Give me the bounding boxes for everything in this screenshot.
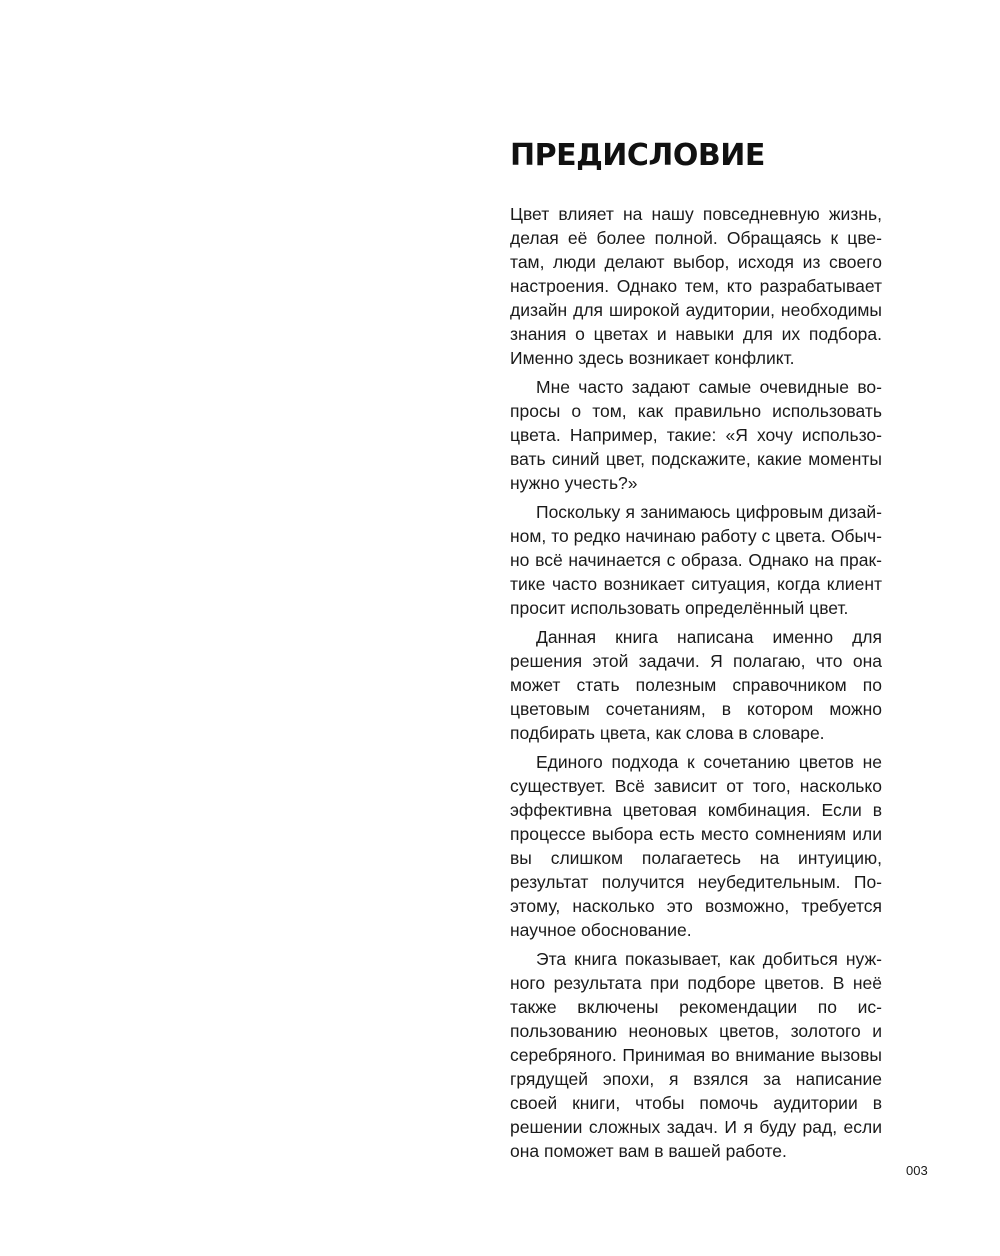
paragraph-3: Поскольку я занимаюсь цифровым дизайном, то редко начинаю работу с цвета. Обычно всё начинается с образа. Однако на практике часто возникает ситуация, когда клиент просит использовать определённый цвет.: [510, 502, 882, 618]
page-number: 003: [906, 1163, 928, 1178]
preface-body: [510, 202, 882, 1163]
page-title: ПРЕДИСЛОВИЕ: [510, 138, 765, 173]
text-column: [510, 138, 882, 1168]
paragraph-5: Единого подхода к сочетанию цветов не существует. Всё зависит от того, насколько эффективна цветовая комбинация. Если в процессе выбора есть место сомнениям или вы слишком полагаетесь на интуицию, результат получится неубедительным. Поэтому, насколько это возможно, требуется научное обоснование.: [510, 752, 882, 940]
paragraph-1: Цвет влияет на нашу повседневную жизнь, делая её более полной. Обращаясь к цветам, люди делают выбор, исходя из своего настроения. Однако тем, кто разрабатывает дизайн для широкой аудитории, необходимы знания о цветах и навыки для их подбора. Именно здесь возникает конфликт.: [510, 204, 882, 368]
paragraph-4: Данная книга написана именно для решения этой задачи. Я полагаю, что она может стать полезным справочником по цветовым сочетаниям, в котором можно подбирать цвета, как слова в словаре.: [510, 627, 882, 743]
paragraph-6: Эта книга показывает, как добиться нужного результата при подборе цветов. В неё также включены рекомендации по использованию неоновых цветов, золотого и серебряного. Принимая во внимание вызовы грядущей эпохи, я взялся за написание своей книги, чтобы помочь аудитории в решении сложных задач. И я буду рад, если она поможет вам в вашей работе.: [510, 949, 882, 1161]
paragraph-2: Мне часто задают самые очевидные вопросы о том, как правильно использовать цвета. Например, такие: «Я хочу использовать синий цвет, подскажите, какие моменты нужно учесть?»: [510, 377, 882, 493]
